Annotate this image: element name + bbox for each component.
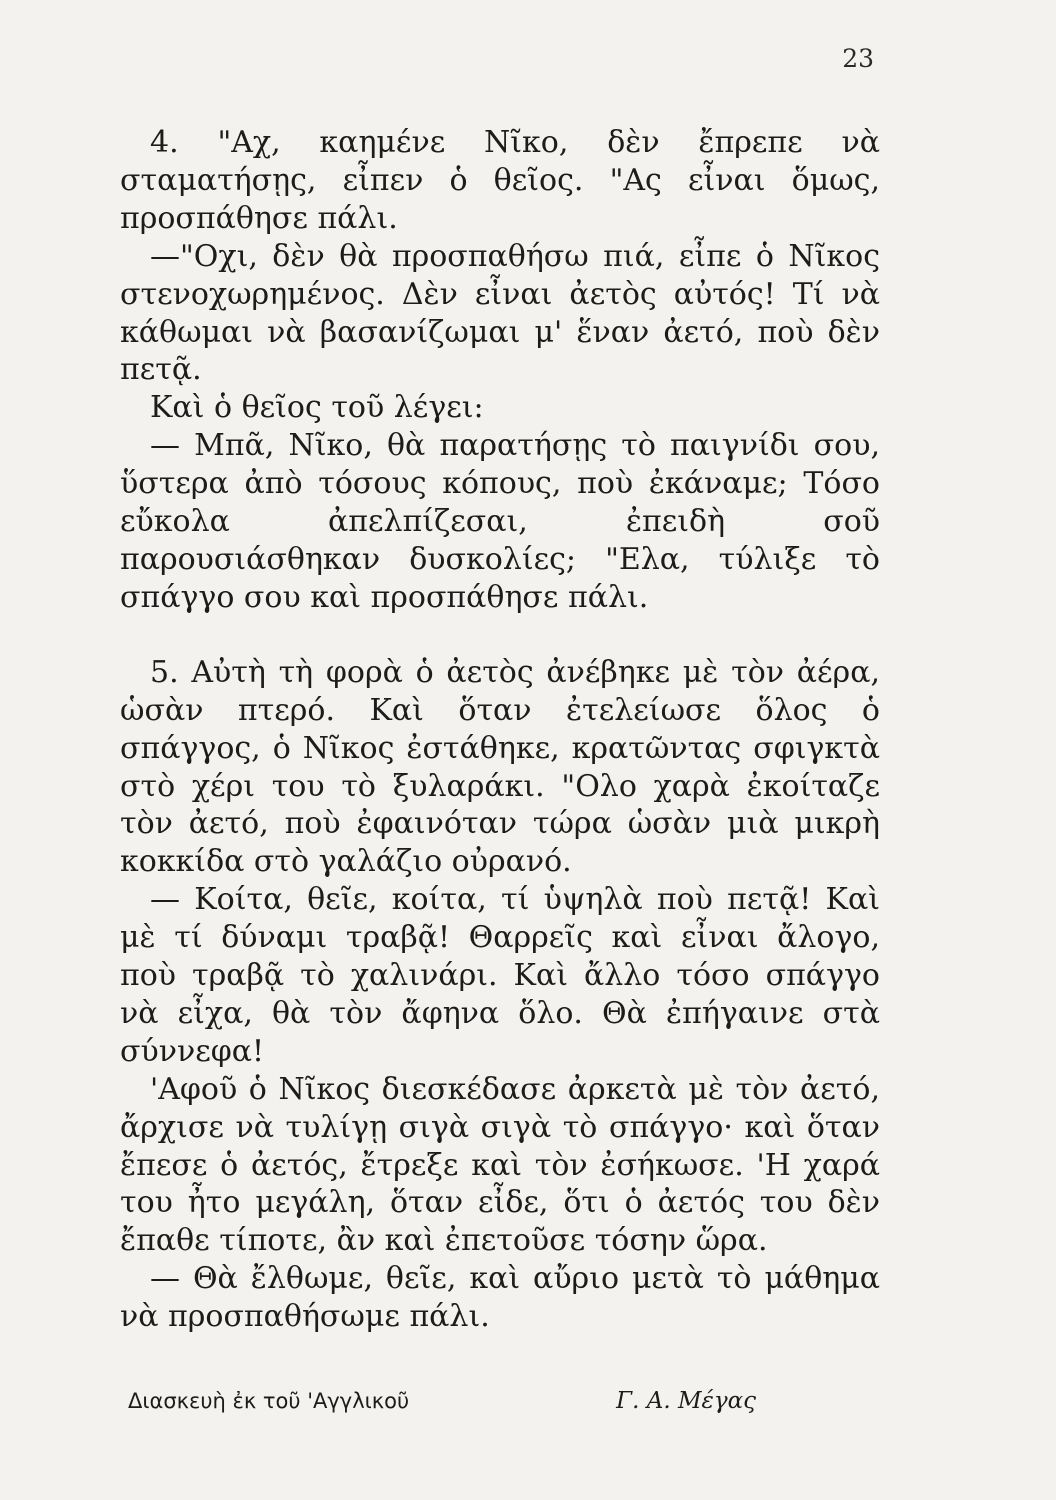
paragraph-niko-reply: —"Οχι, δὲν θὰ προσπαθήσω πιά, εἶπε ὁ Νῖκος στενοχωρημένος. Δὲν εἶναι ἀετὸς αὐτός! Τί νὰ κάθωμαι νὰ βασανίζωμαι μ' ἕναν ἀετό, ποὺ δὲν πετᾷ. [120, 238, 880, 388]
paragraph-uncle-speech: — Μπᾶ, Νῖκο, θὰ παρατήσῃς τὸ παιγνίδι σου, ὕστερα ἀπὸ τόσους κόπους, ποὺ ἐκάναμε; Τόσο εὔκολα ἀπελπίζεσαι, ἐπειδὴ σοῦ παρουσιάσθηκαν δυσκολίες; "Ελα, τύλιξε τὸ σπάγγο σου καὶ προσπάθησε πάλι. [120, 428, 880, 615]
paragraph-niko-exclaims: — Κοίτα, θεῖε, κοίτα, τί ὑψηλὰ ποὺ πετᾷ! Καὶ μὲ τί δύναμι τραβᾷ! Θαρρεῖς καὶ εἶναι ἄλογο, ποὺ τραβᾷ τὸ χαλινάρι. Καὶ ἄλλο τόσο σπάγγο νὰ εἶχα, θὰ τὸν ἄφηνα ὅλο. Θὰ ἐπήγαινε στὰ σύννεφα! [120, 882, 880, 1069]
page-number: 23 [842, 44, 874, 73]
paragraph-closing: — Θὰ ἔλθωμε, θεῖε, καὶ αὔριο μετὰ τὸ μάθημα νὰ προσπαθήσωμε πάλι. [120, 1261, 880, 1335]
paragraph-section-4: 4. "Αχ, καημένε Νῖκο, δὲν ἔπρεπε νὰ σταματήσῃς, εἶπεν ὁ θεῖος. "Ας εἶναι ὅμως, προσπάθησε πάλι. [120, 125, 880, 236]
section-gap [120, 617, 880, 654]
source-note: Διασκευὴ ἐκ τοῦ 'Αγγλικοῦ [128, 1389, 410, 1413]
paragraph-kite-lands: 'Αφοῦ ὁ Νῖκος διεσκέδασε ἀρκετὰ μὲ τὸν ἀετό, ἄρχισε νὰ τυλίγῃ σιγὰ σιγὰ τὸ σπάγγο· καὶ ὅταν ἔπεσε ὁ ἀετός, ἔτρεξε καὶ τὸν ἐσήκωσε. 'Η χαρά του ἦτο μεγάλη, ὅταν εἶδε, ὅτι ὁ ἀετός του δὲν ἔπαθε τίποτε, ἂν καὶ ἐπετοῦσε τόσην ὥρα. [120, 1071, 880, 1259]
paragraph-uncle-says: Καὶ ὁ θεῖος τοῦ λέγει: [150, 390, 484, 426]
footer [128, 1388, 756, 1414]
author-name: Γ. Α. Μέγας [616, 1388, 756, 1414]
paragraph-section-5: 5. Αὐτὴ τὴ φορὰ ὁ ἀετὸς ἀνέβηκε μὲ τὸν ἀέρα, ὡσὰν πτερό. Καὶ ὅταν ἐτελείωσε ὅλος ὁ σπάγγος, ὁ Νῖκος ἐστάθηκε, κρατῶντας σφιγκτὰ στὸ χέρι του τὸ ξυλαράκι. "Ολο χαρὰ ἐκοίταζε τὸν ἀετό, ποὺ ἐφαινόταν τώρα ὡσὰν μιὰ μικρὴ κοκκίδα στὸ γαλάζιο οὐρανό. [120, 654, 880, 880]
body-text [120, 124, 880, 1336]
